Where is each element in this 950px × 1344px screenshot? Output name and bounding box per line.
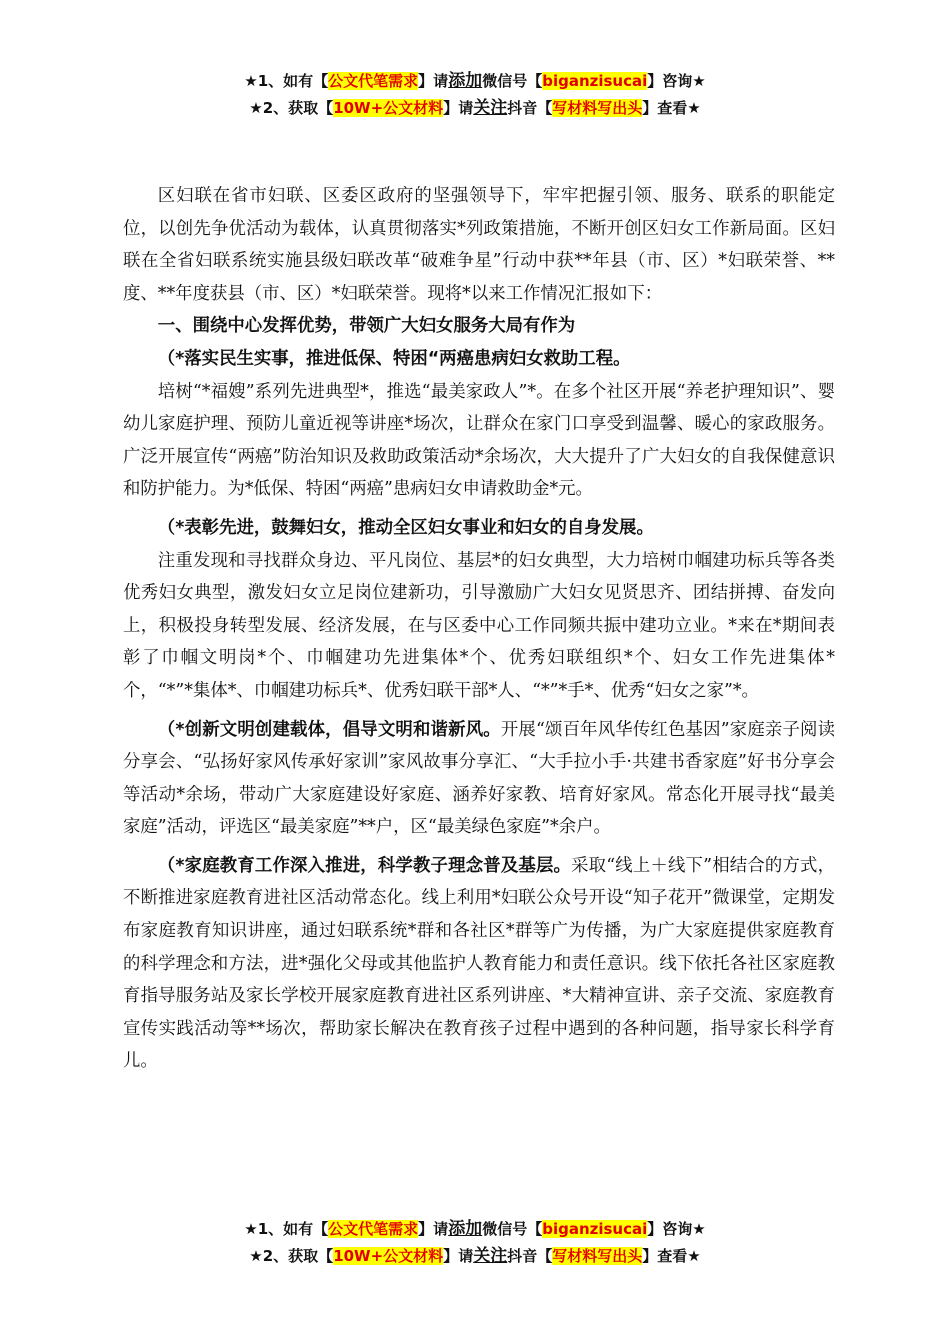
highlight-douyin-account: 写材料写出头 <box>552 1247 643 1265</box>
document-body <box>123 180 835 1078</box>
subsection-heading: （*落实民生实事，推进低保、特困“两癌患病妇女救助工程。 <box>157 348 631 369</box>
body-paragraph <box>123 850 835 1078</box>
highlight-wechat-id: biganzisucai <box>542 72 648 90</box>
highlight-douyin-account: 写材料写出头 <box>552 99 643 117</box>
subsection-heading-inline: （*创新文明创建载体，倡导文明和谐新风。 <box>157 719 501 740</box>
highlight-materials: 10W+公文材料 <box>333 1247 444 1265</box>
banner-text: ★1、如有【 <box>244 1220 329 1238</box>
banner-emphasis: 添加 <box>448 1219 483 1239</box>
banner-text: 】请 <box>443 99 474 117</box>
subsection-heading: （*表彰先进，鼓舞妇女，推动全区妇女事业和妇女的自身发展。 <box>157 517 654 538</box>
body-text: 采取“线上＋线下”相结合的方式，不断推进家庭教育进社区活动常态化。线上利用*妇联公众号开设“知子花开”微课堂，定期发布家庭教育知识讲座，通过妇联系统*群和各社区*群等广为传播，为广大家庭提供家庭教育的科学理念和方法，进*强化父母或其他监护人教育能力和责任意识。线下依托各社区家庭教育指导服务站及家长学校开展家庭教育进社区系列讲座、*大精神宣讲、亲子交流、家庭教育宣传实践活动等**场次，帮助家长解决在教育孩子过程中遇到的各种问题，指导家长科学育儿。 <box>123 855 835 1072</box>
banner-text: 】咨询★ <box>647 72 706 90</box>
body-paragraph: 培树“*福嫂”系列先进典型*，推选“最美家政人”*。在多个社区开展“养老护理知识”、婴幼儿家庭护理、预防儿童近视等讲座*场次，让群众在家门口享受到温馨、暖心的家政服务。广泛开展宣传“两癌”防治知识及救助政策活动*余场次，大大提升了广大妇女的自我保健意识和防护能力。为*低保、特困“两癌”患病妇女申请救助金*元。 <box>123 381 835 500</box>
banner-line-1 <box>0 1216 950 1243</box>
banner-text: 】请 <box>418 1220 449 1238</box>
highlight-service: 公文代笔需求 <box>328 72 419 90</box>
banner-text: 】咨询★ <box>647 1220 706 1238</box>
banner-text: 微信号【 <box>482 72 543 90</box>
body-paragraph: 注重发现和寻找群众身边、平凡岗位、基层*的妇女典型，大力培树巾帼建功标兵等各类优秀妇女典型，激发妇女立足岗位建新功，引导激励广大妇女见贤思齐、团结拼搏、奋发向上，积极投身转型发展、经济发展，在与区委中心工作同频共振中建功立业。*来在*期间表彰了巾帼文明岗*个、巾帼建功先进集体*个、优秀妇联组织*个、妇女工作先进集体*个，“*”*集体*、巾帼建功标兵*、优秀妇联干部*人、“*”*手*、优秀“妇女之家”*。 <box>123 550 835 701</box>
banner-text: 】查看★ <box>642 99 701 117</box>
banner-line-2 <box>0 95 950 122</box>
highlight-service: 公文代笔需求 <box>328 1220 419 1238</box>
banner-text: ★2、获取【 <box>249 1247 334 1265</box>
banner-text: 抖音【 <box>507 1247 553 1265</box>
subsection-heading-inline: （*家庭教育工作深入推进，科学教子理念普及基层。 <box>157 855 572 876</box>
banner-emphasis: 关注 <box>473 1246 508 1266</box>
highlight-materials: 10W+公文材料 <box>333 99 444 117</box>
banner-emphasis: 关注 <box>473 98 508 118</box>
banner-text: ★1、如有【 <box>244 72 329 90</box>
bottom-banner <box>0 1216 950 1270</box>
banner-text: 】请 <box>418 72 449 90</box>
banner-text: 抖音【 <box>507 99 553 117</box>
body-paragraph <box>123 714 835 844</box>
body-text: 开展“颂百年风华传红色基因”家庭亲子阅读分享会、“弘扬好家风传承好家训”家风故事分享汇、“大手拉小手·共建书香家庭”好书分享会等活动*余场，带动广大家庭建设好家庭、涵养好家教、培育好家风。常态化开展寻找“最美家庭”活动，评选区“最美家庭”**户，区“最美绿色家庭”*余户。 <box>123 719 835 838</box>
section-heading: 一、围绕中心发挥优势，带领广大妇女服务大局有作为 <box>157 316 576 337</box>
highlight-wechat-id: biganzisucai <box>542 1220 648 1238</box>
banner-text: 】请 <box>443 1247 474 1265</box>
banner-text: 微信号【 <box>482 1220 543 1238</box>
banner-text: 】查看★ <box>642 1247 701 1265</box>
intro-paragraph: 区妇联在省市妇联、区委区政府的坚强领导下，牢牢把握引领、服务、联系的职能定位，以创先争优活动为载体，认真贯彻落实*列政策措施，不断开创区妇女工作新局面。区妇联在全省妇联系统实施县级妇联改革“破难争星”行动中获**年县（市、区）*妇联荣誉、**度、**年度获县（市、区）*妇联荣誉。现将*以来工作情况汇报如下： <box>123 186 835 304</box>
banner-emphasis: 添加 <box>448 71 483 91</box>
banner-line-2 <box>0 1243 950 1270</box>
banner-line-1 <box>0 68 950 95</box>
banner-text: ★2、获取【 <box>249 99 334 117</box>
top-banner <box>0 68 950 122</box>
